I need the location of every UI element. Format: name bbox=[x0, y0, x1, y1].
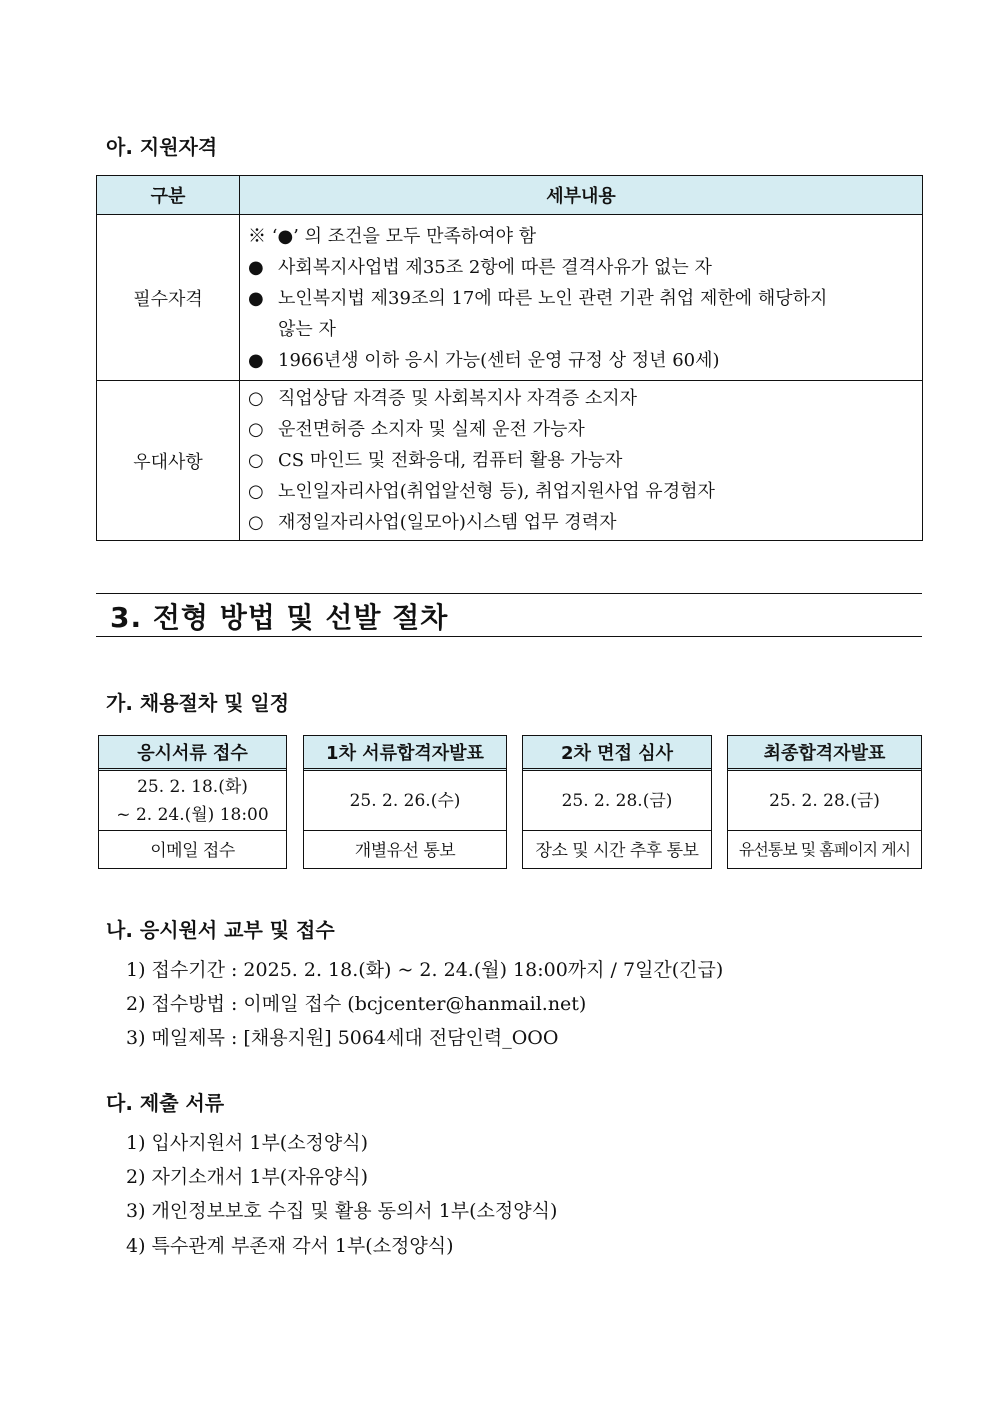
hollow-circle-icon: ○ bbox=[248, 512, 264, 533]
list-item: ○ 재정일자리사업(일모아)시스템 업무 경력자 bbox=[248, 507, 914, 538]
list-item: ● 1966년생 이하 응시 가능(센터 운영 규정 상 정년 60세) bbox=[248, 345, 914, 376]
list-item: 1) 접수기간 : 2025. 2. 18.(화) ~ 2. 24.(월) 18:00까지 / 7일간(긴급) bbox=[126, 959, 724, 981]
step-title: 최종합격자발표 bbox=[728, 736, 921, 771]
filled-circle-icon: ● bbox=[248, 288, 264, 309]
qualification-table bbox=[96, 175, 923, 541]
filled-circle-icon: ● bbox=[248, 350, 264, 371]
step-box-document-result bbox=[303, 735, 507, 869]
section-ga-heading: 가. 채용절차 및 일정 bbox=[106, 691, 290, 715]
table-row-preferred bbox=[97, 381, 923, 541]
step-title: 응시서류 접수 bbox=[99, 736, 286, 771]
step-box-application bbox=[98, 735, 287, 869]
list-item: 2) 자기소개서 1부(자유양식) bbox=[126, 1166, 369, 1188]
header-category: 구분 bbox=[97, 176, 240, 215]
list-item: ○ 노인일자리사업(취업알선형 등), 취업지원사업 유경험자 bbox=[248, 476, 914, 507]
section-a-heading: 아. 지원자격 bbox=[106, 135, 218, 159]
section-3-title: 3. 전형 방법 및 선발 절차 bbox=[110, 601, 449, 634]
step-note: 이메일 접수 bbox=[150, 841, 235, 861]
section-na-heading: 나. 응시원서 교부 및 접수 bbox=[106, 918, 335, 942]
step-note: 유선통보 및 홈페이지 게시 bbox=[738, 840, 911, 859]
list-item: ● 사회복지사업법 제35조 2항에 따른 결격사유가 없는 자 bbox=[248, 252, 914, 283]
step-date: 25. 2. 28.(금) bbox=[523, 771, 711, 831]
hollow-circle-icon: ○ bbox=[248, 450, 264, 471]
list-item: 2) 접수방법 : 이메일 접수 (bcjcenter@hanmail.net) bbox=[126, 993, 587, 1015]
list-item: 3) 개인정보보호 수집 및 활용 동의서 1부(소정양식) bbox=[126, 1200, 558, 1222]
step-note: 개별유선 통보 bbox=[354, 841, 456, 861]
table-row-required bbox=[97, 215, 923, 381]
list-item: ○ 직업상담 자격증 및 사회복지사 자격증 소지자 bbox=[248, 383, 914, 414]
hollow-circle-icon: ○ bbox=[248, 481, 264, 502]
step-date: 25. 2. 26.(수) bbox=[304, 771, 506, 831]
step-title: 1차 서류합격자발표 bbox=[304, 736, 506, 771]
step-box-final-result bbox=[727, 735, 922, 869]
preferred-details bbox=[240, 381, 923, 541]
section-bottom-rule bbox=[96, 636, 922, 637]
category-preferred: 우대사항 bbox=[97, 381, 240, 541]
list-item: 3) 메일제목 : [채용지원] 5064세대 전담인력_OOO bbox=[126, 1027, 559, 1049]
hollow-circle-icon: ○ bbox=[248, 419, 264, 440]
list-item-continuation: 않는 자 bbox=[278, 319, 336, 340]
required-note: ※ ‘●’ 의 조건을 모두 만족하여야 함 bbox=[248, 226, 537, 247]
list-item: ○ 운전면허증 소지자 및 실제 운전 가능자 bbox=[248, 414, 914, 445]
header-detail: 세부내용 bbox=[240, 176, 923, 215]
list-item: 4) 특수관계 부존재 각서 1부(소정양식) bbox=[126, 1235, 454, 1257]
list-item: ○ CS 마인드 및 전화응대, 컴퓨터 활용 가능자 bbox=[248, 445, 914, 476]
step-date: 25. 2. 18.(화) ~ 2. 24.(월) 18:00 bbox=[99, 771, 286, 831]
step-note: 장소 및 시간 추후 통보 bbox=[535, 841, 699, 861]
section-top-rule bbox=[96, 593, 922, 594]
list-item: 1) 입사지원서 1부(소정양식) bbox=[126, 1132, 369, 1154]
category-required: 필수자격 bbox=[97, 215, 240, 381]
hollow-circle-icon: ○ bbox=[248, 388, 264, 409]
list-item: ● 노인복지법 제39조의 17에 따른 노인 관련 기관 취업 제한에 해당하지 bbox=[248, 283, 914, 314]
table-header-row bbox=[97, 176, 923, 215]
required-details bbox=[240, 215, 923, 381]
step-box-interview bbox=[522, 735, 712, 869]
section-da-heading: 다. 제출 서류 bbox=[106, 1091, 225, 1115]
filled-circle-icon: ● bbox=[248, 257, 264, 278]
step-title: 2차 면접 심사 bbox=[523, 736, 711, 771]
step-date: 25. 2. 28.(금) bbox=[728, 771, 921, 831]
